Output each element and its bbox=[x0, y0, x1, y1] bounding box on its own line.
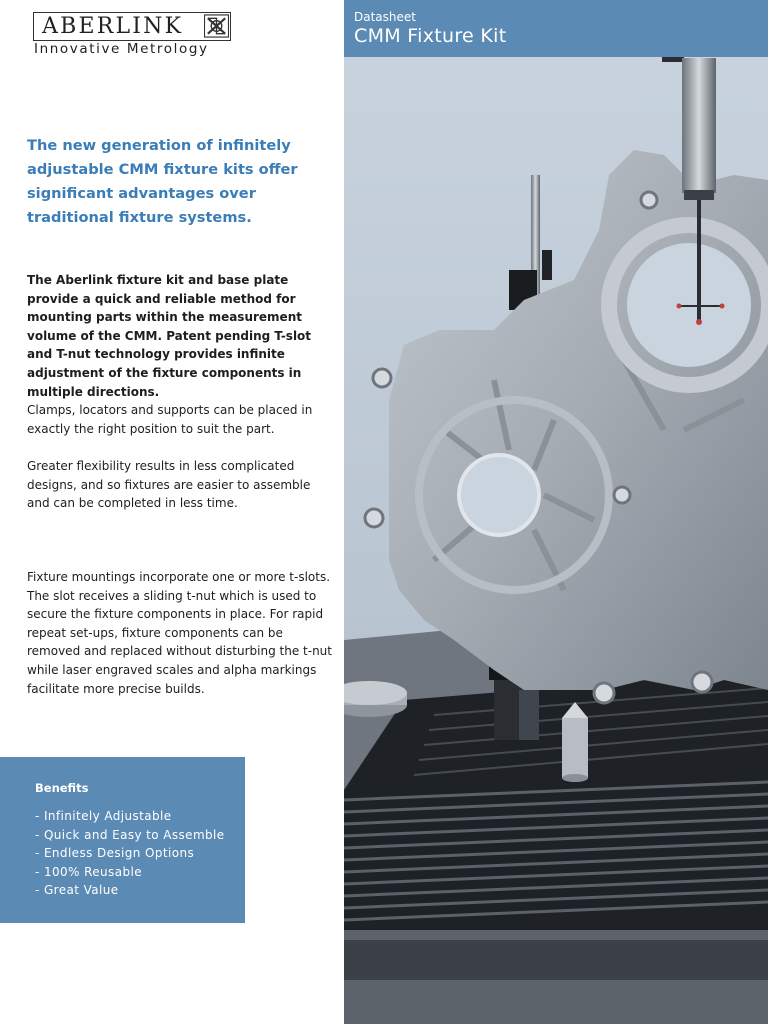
paragraph-flexibility: Greater flexibility results in less complicated designs, and so fixtures are easier to assemble and can be completed in less time. bbox=[27, 459, 311, 511]
benefits-title: Benefits bbox=[35, 781, 89, 795]
logo-frame bbox=[33, 12, 231, 41]
logo-tagline: Innovative Metrology bbox=[34, 41, 209, 57]
logo-wordmark: ABERLINK bbox=[42, 14, 184, 39]
fixture-illustration bbox=[344, 0, 768, 1024]
benefit-item: - 100% Reusable bbox=[35, 864, 142, 879]
brand-logo bbox=[33, 12, 233, 57]
paragraph-clamps: Clamps, locators and supports can be placed in exactly the right position to suit the part. bbox=[27, 403, 313, 436]
benefits-box bbox=[0, 757, 245, 923]
paragraph-mountings: Fixture mountings incorporate one or more t-slots. The slot receives a sliding t-nut which is used to secure the fixture components in place. For rapid repeat set-ups, fixture components can be removed and replaced without disturbing the t-nut while laser engraved scales and alpha markings facilitate more precise builds. bbox=[27, 570, 332, 696]
benefit-item: - Great Value bbox=[35, 883, 119, 898]
benefits-list bbox=[35, 807, 245, 900]
header-title: CMM Fixture Kit bbox=[354, 25, 507, 47]
paragraph-fixture-kit: The Aberlink fixture kit and base plate provide a quick and reliable method for mounting parts within the measurement volume of the CMM. Patent pending T-slot and T-nut technology provides infinite adjustment of the fixture components in multiple directions. bbox=[27, 273, 312, 399]
benefit-item: - Infinitely Adjustable bbox=[35, 809, 172, 823]
celtic-knot-icon bbox=[204, 14, 229, 38]
benefit-item: - Endless Design Options bbox=[35, 846, 195, 861]
intro-heading: The new generation of infinitely adjustable CMM fixture kits offer significant advantages over traditional fixture systems. bbox=[27, 137, 298, 226]
benefit-item: - Quick and Easy to Assemble bbox=[35, 827, 225, 842]
header-label: Datasheet bbox=[354, 10, 416, 24]
datasheet-header bbox=[344, 0, 768, 57]
fixture-photo bbox=[344, 0, 768, 1024]
